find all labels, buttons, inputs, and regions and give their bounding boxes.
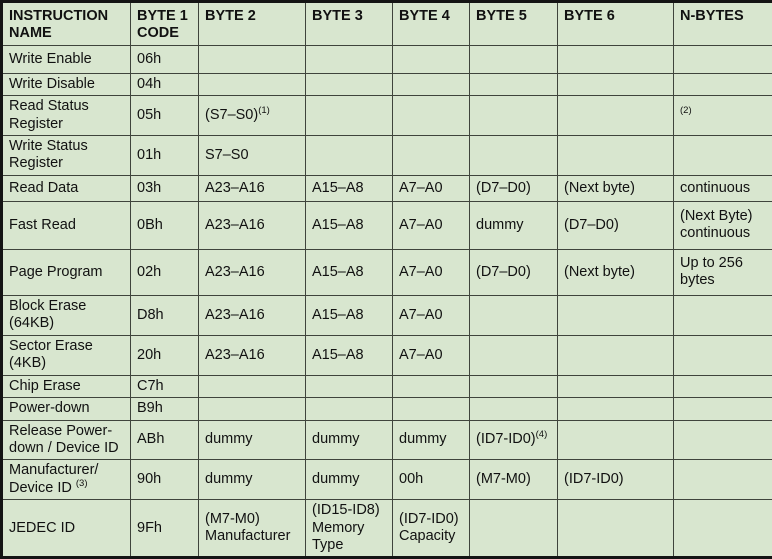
table-cell <box>199 398 306 420</box>
table-cell <box>674 398 772 420</box>
table-cell <box>558 420 674 460</box>
table-cell: S7–S0 <box>199 135 306 175</box>
column-header-byte1-code: BYTE 1 CODE <box>131 2 199 46</box>
table-cell <box>558 500 674 558</box>
table-cell: A7–A0 <box>393 201 470 249</box>
column-header-byte3: BYTE 3 <box>306 2 393 46</box>
table-cell: JEDEC ID <box>2 500 131 558</box>
table-cell: (ID7-ID0) Capacity <box>393 500 470 558</box>
table-cell: 04h <box>131 73 199 95</box>
row-write-disable <box>2 73 772 95</box>
table-cell <box>558 335 674 375</box>
column-header-byte6: BYTE 6 <box>558 2 674 46</box>
table-cell <box>470 375 558 397</box>
table-cell <box>199 45 306 73</box>
table-cell <box>393 135 470 175</box>
row-write-enable <box>2 45 772 73</box>
table-cell <box>199 375 306 397</box>
table-cell <box>558 295 674 335</box>
table-cell: dummy <box>199 420 306 460</box>
row-read-status-register <box>2 96 772 136</box>
table-cell: Read Data <box>2 175 131 201</box>
table-cell: C7h <box>131 375 199 397</box>
table-cell <box>393 96 470 136</box>
table-cell: A23–A16 <box>199 295 306 335</box>
column-header-byte2: BYTE 2 <box>199 2 306 46</box>
table-cell: A15–A8 <box>306 295 393 335</box>
table-cell: Manufacturer/ Device ID $^{(3)}$ <box>2 460 131 500</box>
table-cell <box>470 500 558 558</box>
table-cell <box>470 73 558 95</box>
table-cell: (D7–D0) <box>470 249 558 295</box>
table-cell: Write Enable <box>2 45 131 73</box>
table-cell: 06h <box>131 45 199 73</box>
row-manufacturer-device-id <box>2 460 772 500</box>
table-cell: A15–A8 <box>306 335 393 375</box>
table-cell <box>674 420 772 460</box>
table-cell: (D7–D0) <box>470 175 558 201</box>
table-cell: (Next Byte) continuous <box>674 201 772 249</box>
table-cell: Power-down <box>2 398 131 420</box>
table-cell: A15–A8 <box>306 201 393 249</box>
table-cell <box>470 398 558 420</box>
table-cell: $(ID7-ID0)^{(4)}$ <box>470 420 558 460</box>
table-cell: 0Bh <box>131 201 199 249</box>
table-cell: (M7-M0) Manufacturer <box>199 500 306 558</box>
table-cell: 03h <box>131 175 199 201</box>
row-fast-read <box>2 201 772 249</box>
table-cell <box>199 73 306 95</box>
table-cell: 02h <box>131 249 199 295</box>
table-cell: ABh <box>131 420 199 460</box>
table-cell: continuous <box>674 175 772 201</box>
table-cell <box>393 398 470 420</box>
row-jedec-id <box>2 500 772 558</box>
table-cell: A23–A16 <box>199 175 306 201</box>
table-cell <box>674 73 772 95</box>
column-header-n-bytes: N-BYTES <box>674 2 772 46</box>
table-cell <box>558 375 674 397</box>
table-cell <box>674 335 772 375</box>
table-cell: A7–A0 <box>393 175 470 201</box>
table-cell: 20h <box>131 335 199 375</box>
table-cell: 01h <box>131 135 199 175</box>
table-cell: (ID15-ID8) Memory Type <box>306 500 393 558</box>
table-cell <box>674 45 772 73</box>
table-cell: A23–A16 <box>199 335 306 375</box>
row-power-down <box>2 398 772 420</box>
table-cell <box>470 96 558 136</box>
table-cell: 90h <box>131 460 199 500</box>
table-cell: (2) <box>674 96 772 136</box>
table-cell <box>306 375 393 397</box>
table-cell <box>674 375 772 397</box>
table-cell: B9h <box>131 398 199 420</box>
table-cell: (ID7-ID0) <box>558 460 674 500</box>
row-page-program <box>2 249 772 295</box>
table-cell: dummy <box>393 420 470 460</box>
table-cell: Chip Erase <box>2 375 131 397</box>
table-cell: 05h <box>131 96 199 136</box>
table-cell: Up to 256 bytes <box>674 249 772 295</box>
table-cell: dummy <box>306 460 393 500</box>
table-cell: Release Power-down / Device ID <box>2 420 131 460</box>
table-cell: 9Fh <box>131 500 199 558</box>
table-cell <box>674 500 772 558</box>
column-header-byte5: BYTE 5 <box>470 2 558 46</box>
table-cell: Page Program <box>2 249 131 295</box>
table-cell <box>306 135 393 175</box>
table-cell: A23–A16 <box>199 249 306 295</box>
table-cell <box>306 45 393 73</box>
row-sector-erase-4kb <box>2 335 772 375</box>
table-cell <box>558 135 674 175</box>
row-read-data <box>2 175 772 201</box>
table-cell <box>470 45 558 73</box>
table-cell: Write Status Register <box>2 135 131 175</box>
table-cell <box>558 398 674 420</box>
table-cell: A7–A0 <box>393 249 470 295</box>
table-cell <box>674 295 772 335</box>
table-cell: (M7-M0) <box>470 460 558 500</box>
table-cell <box>674 135 772 175</box>
table-cell: (D7–D0) <box>558 201 674 249</box>
row-block-erase-64kb <box>2 295 772 335</box>
table-cell <box>393 73 470 95</box>
table-cell: A7–A0 <box>393 295 470 335</box>
table-cell <box>306 398 393 420</box>
table-cell: dummy <box>199 460 306 500</box>
column-header-byte4: BYTE 4 <box>393 2 470 46</box>
table-cell: Read Status Register <box>2 96 131 136</box>
table-cell <box>558 73 674 95</box>
table-cell: A23–A16 <box>199 201 306 249</box>
table-cell <box>393 375 470 397</box>
table-cell <box>470 295 558 335</box>
table-cell: dummy <box>470 201 558 249</box>
table-cell: $(S7-S0)^{(1)}$ <box>199 96 306 136</box>
table-cell <box>306 96 393 136</box>
table-cell <box>470 135 558 175</box>
table-cell <box>674 460 772 500</box>
column-header-instruction-name: INSTRUCTION NAME <box>2 2 131 46</box>
table-cell <box>470 335 558 375</box>
table-cell: dummy <box>306 420 393 460</box>
table-cell: A15–A8 <box>306 175 393 201</box>
table-cell: Write Disable <box>2 73 131 95</box>
row-chip-erase <box>2 375 772 397</box>
header-row <box>2 2 772 46</box>
table-cell <box>306 73 393 95</box>
table-cell: A7–A0 <box>393 335 470 375</box>
table-cell <box>558 96 674 136</box>
row-write-status-register <box>2 135 772 175</box>
table-cell: D8h <box>131 295 199 335</box>
table-cell <box>393 45 470 73</box>
table-cell: Fast Read <box>2 201 131 249</box>
row-release-power-down-device-id <box>2 420 772 460</box>
table-cell: 00h <box>393 460 470 500</box>
table-cell: (Next byte) <box>558 249 674 295</box>
table-cell: Sector Erase (4KB) <box>2 335 131 375</box>
table-cell: Block Erase (64KB) <box>2 295 131 335</box>
table-cell: (Next byte) <box>558 175 674 201</box>
table-cell <box>558 45 674 73</box>
table-cell: A15–A8 <box>306 249 393 295</box>
